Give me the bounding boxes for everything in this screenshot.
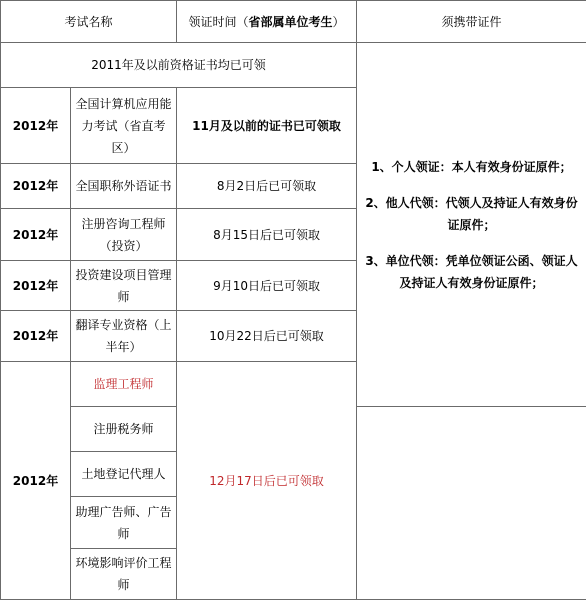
group-year: 2012年 — [1, 362, 71, 600]
documents-notes — [357, 43, 586, 407]
header-row — [1, 1, 586, 43]
row-exam: 注册咨询工程师（投资） — [71, 209, 177, 261]
header-exam-name: 考试名称 — [1, 1, 177, 43]
group-exam-2: 注册税务师 — [71, 407, 177, 452]
row-time: 8月2日后已可领取 — [177, 164, 357, 209]
documents-note-2: 2、他人代领：代领人及持证人有效身份证原件； — [361, 192, 582, 236]
row-time: 11月及以前的证书已可领取 — [177, 88, 357, 164]
documents-note-1: 1、个人领证：本人有效身份证原件； — [361, 156, 582, 178]
group-exam-5: 环境影响评价工程师 — [71, 549, 177, 600]
notice-text: 2011年及以前资格证书均已可领 — [1, 43, 357, 88]
documents-note-3: 3、单位代领：凭单位领证公函、领证人及持证人有效身份证原件； — [361, 250, 582, 294]
header-documents: 须携带证件 — [357, 1, 586, 43]
row-year: 2012年 — [1, 88, 71, 164]
header-time-prefix: 领证时间（ — [188, 15, 248, 29]
row-exam: 投资建设项目管理师 — [71, 261, 177, 311]
documents-empty — [357, 407, 586, 600]
row-year: 2012年 — [1, 261, 71, 311]
group-exam-1: 监理工程师 — [71, 362, 177, 407]
group-exam-3: 土地登记代理人 — [71, 452, 177, 497]
row-time: 10月22日后已可领取 — [177, 311, 357, 362]
header-time-bold: 省部属单位考生 — [249, 15, 333, 29]
group-exam-4: 助理广告师、广告师 — [71, 497, 177, 549]
row-exam: 全国计算机应用能力考试（省直考区） — [71, 88, 177, 164]
row-year: 2012年 — [1, 164, 71, 209]
notice-row — [1, 43, 586, 88]
row-exam: 翻译专业资格（上半年） — [71, 311, 177, 362]
group-time: 12月17日后已可领取 — [177, 362, 357, 600]
row-time: 9月10日后已可领取 — [177, 261, 357, 311]
header-collection-time — [177, 1, 357, 43]
row-exam: 全国职称外语证书 — [71, 164, 177, 209]
row-year: 2012年 — [1, 311, 71, 362]
row-time: 8月15日后已可领取 — [177, 209, 357, 261]
header-time-suffix: ） — [333, 15, 345, 29]
row-year: 2012年 — [1, 209, 71, 261]
